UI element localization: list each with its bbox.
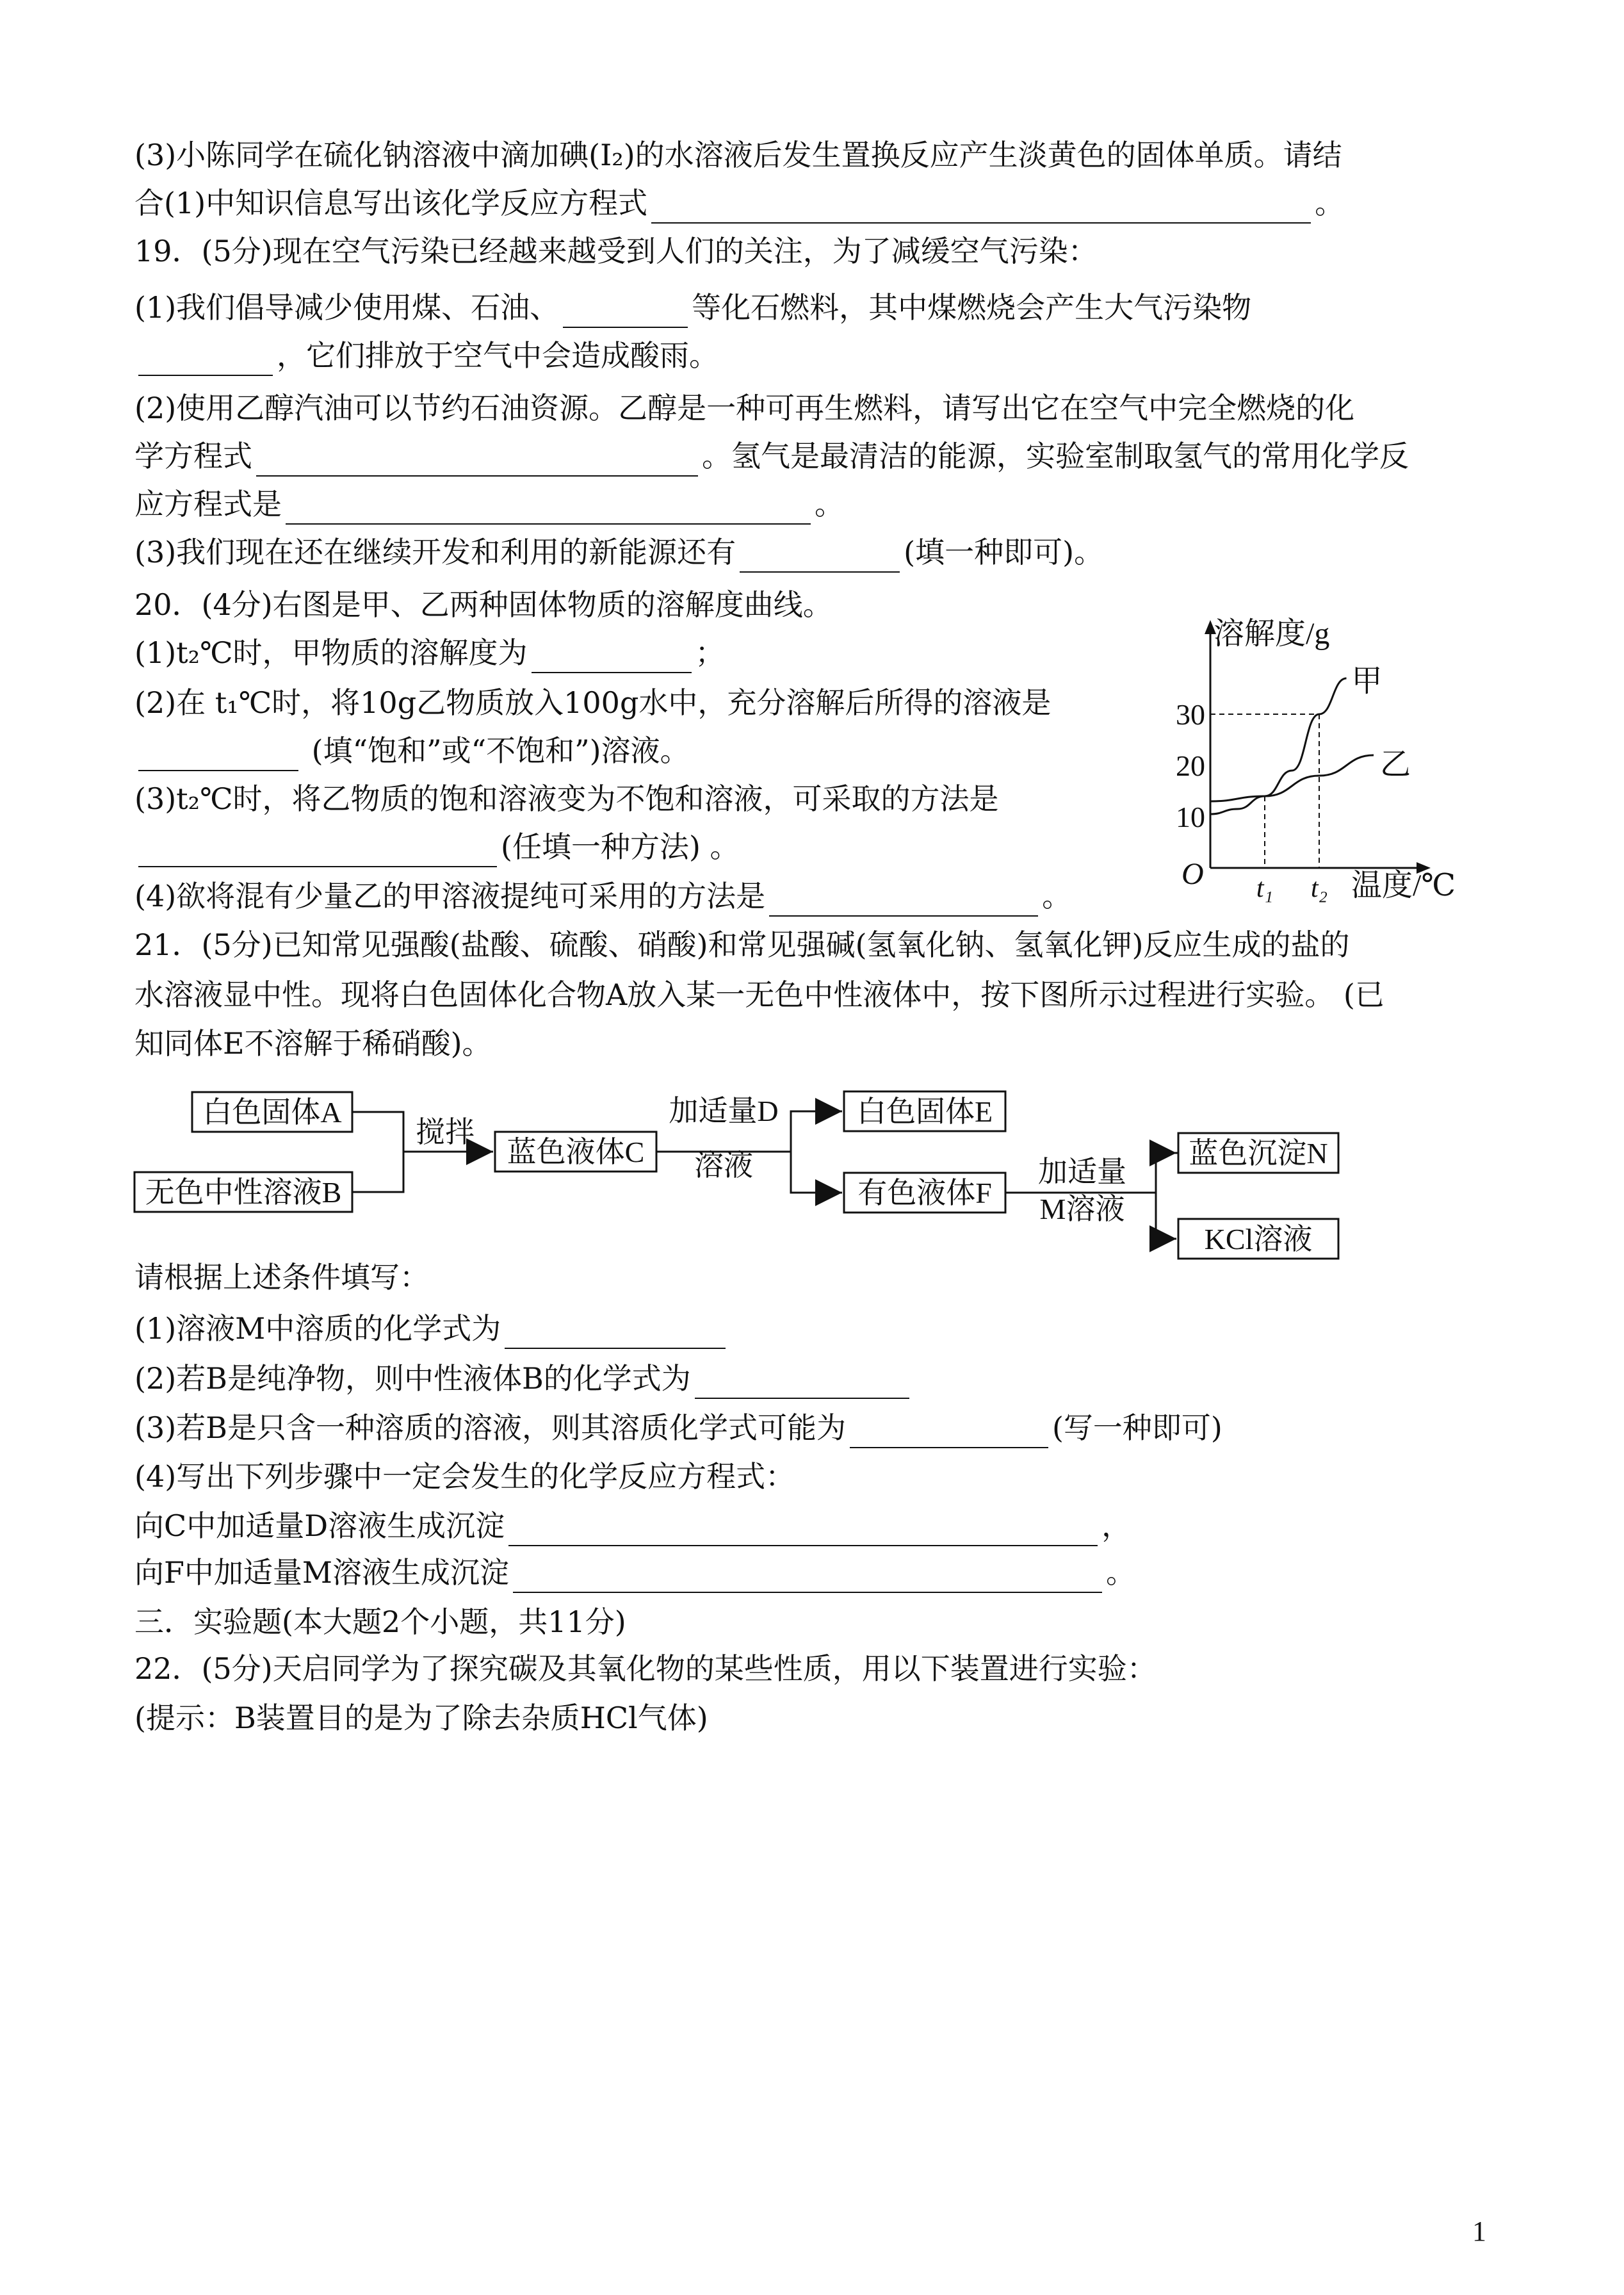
line-text: (3)我们现在还在继续开发和利用的新能源还有: [134, 535, 736, 569]
line-text: 向C中加适量D溶液生成沉淀: [134, 1508, 505, 1543]
box-kcl-label: KCl溶液: [1204, 1223, 1313, 1255]
line-text: (填“饱和”或“不饱和”)溶液。: [302, 733, 690, 768]
line-text: (3)t₂℃时，将乙物质的饱和溶液变为不饱和溶液，可采取的方法是: [134, 781, 999, 816]
line-text: (3)若B是只含一种溶质的溶液，则其溶质化学式可能为: [134, 1410, 846, 1445]
line-text: (4)写出下列步骤中一定会发生的化学反应方程式：: [134, 1459, 795, 1494]
line-text: 等化石燃料，其中煤燃烧会产生大气污染物: [692, 290, 1252, 325]
line-q21-4: [134, 1456, 795, 1497]
line-q20-1: [134, 632, 725, 673]
add-d-label-2: 溶液: [694, 1149, 753, 1182]
answer-blank[interactable]: [769, 887, 1038, 917]
line-text: (填一种即可)。: [904, 535, 1104, 569]
series-label: 乙: [1380, 747, 1411, 781]
line-sec3: [134, 1601, 626, 1642]
line-q21-4-a: [134, 1505, 1131, 1546]
line-q22: [134, 1648, 1157, 1689]
series-line-yi: [1210, 755, 1374, 801]
line-text: (任填一种方法) 。: [501, 829, 740, 864]
line-text: 合(1)中知识信息写出该化学反应方程式: [134, 186, 648, 220]
line-q19-2-b: [134, 436, 1409, 477]
answer-blank[interactable]: [563, 298, 688, 328]
box-f-label: 有色液体F: [857, 1177, 992, 1209]
answer-blank[interactable]: [256, 447, 698, 477]
line-q21-2: [134, 1358, 913, 1399]
add-m-label-2: M溶液: [1039, 1193, 1125, 1225]
line-text: 。: [1106, 1555, 1136, 1590]
series-label: 甲: [1351, 664, 1383, 698]
box-b-label: 无色中性溶液B: [145, 1176, 342, 1209]
y-axis-label: 溶解度/g: [1214, 617, 1330, 651]
line-q20: [134, 584, 832, 625]
line-q20-3-b: [134, 826, 740, 867]
answer-blank[interactable]: [651, 194, 1311, 224]
x-tick-label: t₁: [1256, 874, 1274, 903]
line-q18-3-a: [134, 135, 1342, 176]
answer-blank[interactable]: [505, 1319, 726, 1349]
stir-label: 搅拌: [416, 1116, 475, 1148]
line-text: (提示：B装置目的是为了除去杂质HCl气体): [134, 1701, 708, 1735]
line-text: 20．(4分)右图是甲、乙两种固体物质的溶解度曲线。: [134, 587, 832, 622]
line-text: 21．(5分)已知常见强酸(盐酸、硫酸、硝酸)和常见强碱(氢氧化钠、氢氧化钾)反应生成的盐的: [134, 927, 1350, 962]
line-text: 22．(5分)天启同学为了探究碳及其氧化物的某些性质，用以下装置进行实验：: [134, 1651, 1157, 1686]
line-q21-c: [134, 1023, 492, 1064]
line-q21-3: [134, 1407, 1222, 1448]
line-q20-3-a: [134, 778, 999, 819]
line-text: 请根据上述条件填写：: [134, 1260, 429, 1295]
line-q22-hint: [134, 1697, 708, 1738]
line-q19-2-c: [134, 484, 844, 525]
line-text: (4)欲将混有少量乙的甲溶液提纯可采用的方法是: [134, 879, 766, 913]
line-text: (2)若B是纯净物，则中性液体B的化学式为: [134, 1361, 691, 1396]
page-number: 1: [1472, 2216, 1486, 2247]
y-tick-label: 30: [1176, 698, 1205, 731]
answer-blank[interactable]: [850, 1419, 1048, 1448]
line-text: (2)使用乙醇汽油可以节约石油资源。乙醇是一种可再生燃料，请写出它在空气中完全燃烧的化: [134, 391, 1355, 425]
line-q19-2-a: [134, 388, 1354, 429]
line-text: 。: [815, 487, 844, 521]
solubility-chart: [1165, 615, 1486, 910]
line-text: 。: [1042, 879, 1072, 913]
line-q19-1-b: [134, 335, 719, 376]
line-q19: [134, 231, 1098, 272]
answer-blank[interactable]: [286, 495, 811, 525]
answer-blank[interactable]: [508, 1517, 1098, 1546]
experiment-flow-diagram: [131, 1082, 1412, 1281]
line-text: 。: [1315, 186, 1345, 220]
box-c-label: 蓝色液体C: [507, 1136, 645, 1168]
line-text: (1)t₂℃时，甲物质的溶解度为: [134, 635, 528, 670]
line-q18-3-b: [134, 183, 1344, 224]
line-text: (2)在 t₁℃时，将10g乙物质放入100g水中，充分溶解后所得的溶液是: [134, 685, 1052, 720]
line-text: ；: [695, 635, 725, 670]
answer-blank[interactable]: [513, 1564, 1102, 1593]
line-q21-a: [134, 924, 1349, 965]
line-text: 。氢气是最清洁的能源，实验室制取氢气的常用化学反: [702, 439, 1409, 473]
box-n-label: 蓝色沉淀N: [1189, 1137, 1328, 1170]
x-tick-label: t₂: [1310, 874, 1328, 903]
line-text: 水溶液显中性。现将白色固体化合物A放入某一无色中性液体中，按下图所示过程进行实验。 (已: [134, 977, 1384, 1012]
line-text: 19．(5分)现在空气污染已经越来越受到人们的关注，为了减缓空气污染：: [134, 234, 1098, 268]
line-q21-b: [134, 974, 1384, 1015]
box-e-label: 白色固体E: [856, 1095, 993, 1128]
add-d-label-1: 加适量D: [669, 1095, 779, 1127]
line-text: ，: [1101, 1508, 1132, 1543]
line-q20-2-a: [134, 682, 1051, 723]
line-text: 应方程式是: [134, 487, 282, 521]
line-q19-1-a: [134, 287, 1251, 328]
line-text: (3)小陈同学在硫化钠溶液中滴加碘(I₂)的水溶液后发生置换反应产生淡黄色的固体单质。请结: [134, 138, 1342, 172]
answer-blank[interactable]: [740, 543, 900, 573]
line-q19-3: [134, 532, 1103, 573]
line-text: ，它们排放于空气中会造成酸雨。: [277, 338, 719, 373]
y-tick-label: 20: [1176, 749, 1205, 782]
x-axis-label: 温度/℃: [1351, 869, 1456, 902]
answer-blank[interactable]: [138, 742, 298, 771]
answer-blank[interactable]: [138, 347, 273, 376]
line-q20-2-b: [134, 730, 690, 771]
line-text: 三．实验题(本大题2个小题，共11分): [134, 1605, 626, 1639]
answer-blank[interactable]: [138, 838, 497, 867]
line-q21-1: [134, 1308, 729, 1349]
answer-blank[interactable]: [532, 644, 692, 673]
line-q20-4: [134, 876, 1071, 917]
y-tick-label: 10: [1176, 801, 1205, 833]
line-text: (1)溶液M中溶质的化学式为: [134, 1311, 501, 1346]
answer-blank[interactable]: [695, 1369, 909, 1399]
line-text: (1)我们倡导减少使用煤、石油、: [134, 290, 560, 325]
line-text: 向F中加适量M溶液生成沉淀: [134, 1555, 510, 1590]
line-text: (写一种即可): [1052, 1410, 1222, 1445]
add-m-label-1: 加适量: [1038, 1156, 1126, 1188]
line-text: 学方程式: [134, 439, 252, 473]
line-text: 知同体E不溶解于稀硝酸)。: [134, 1026, 492, 1061]
box-a-label: 白色固体A: [202, 1096, 342, 1129]
origin-label: O: [1181, 857, 1204, 891]
line-q21-4-b: [134, 1552, 1135, 1593]
